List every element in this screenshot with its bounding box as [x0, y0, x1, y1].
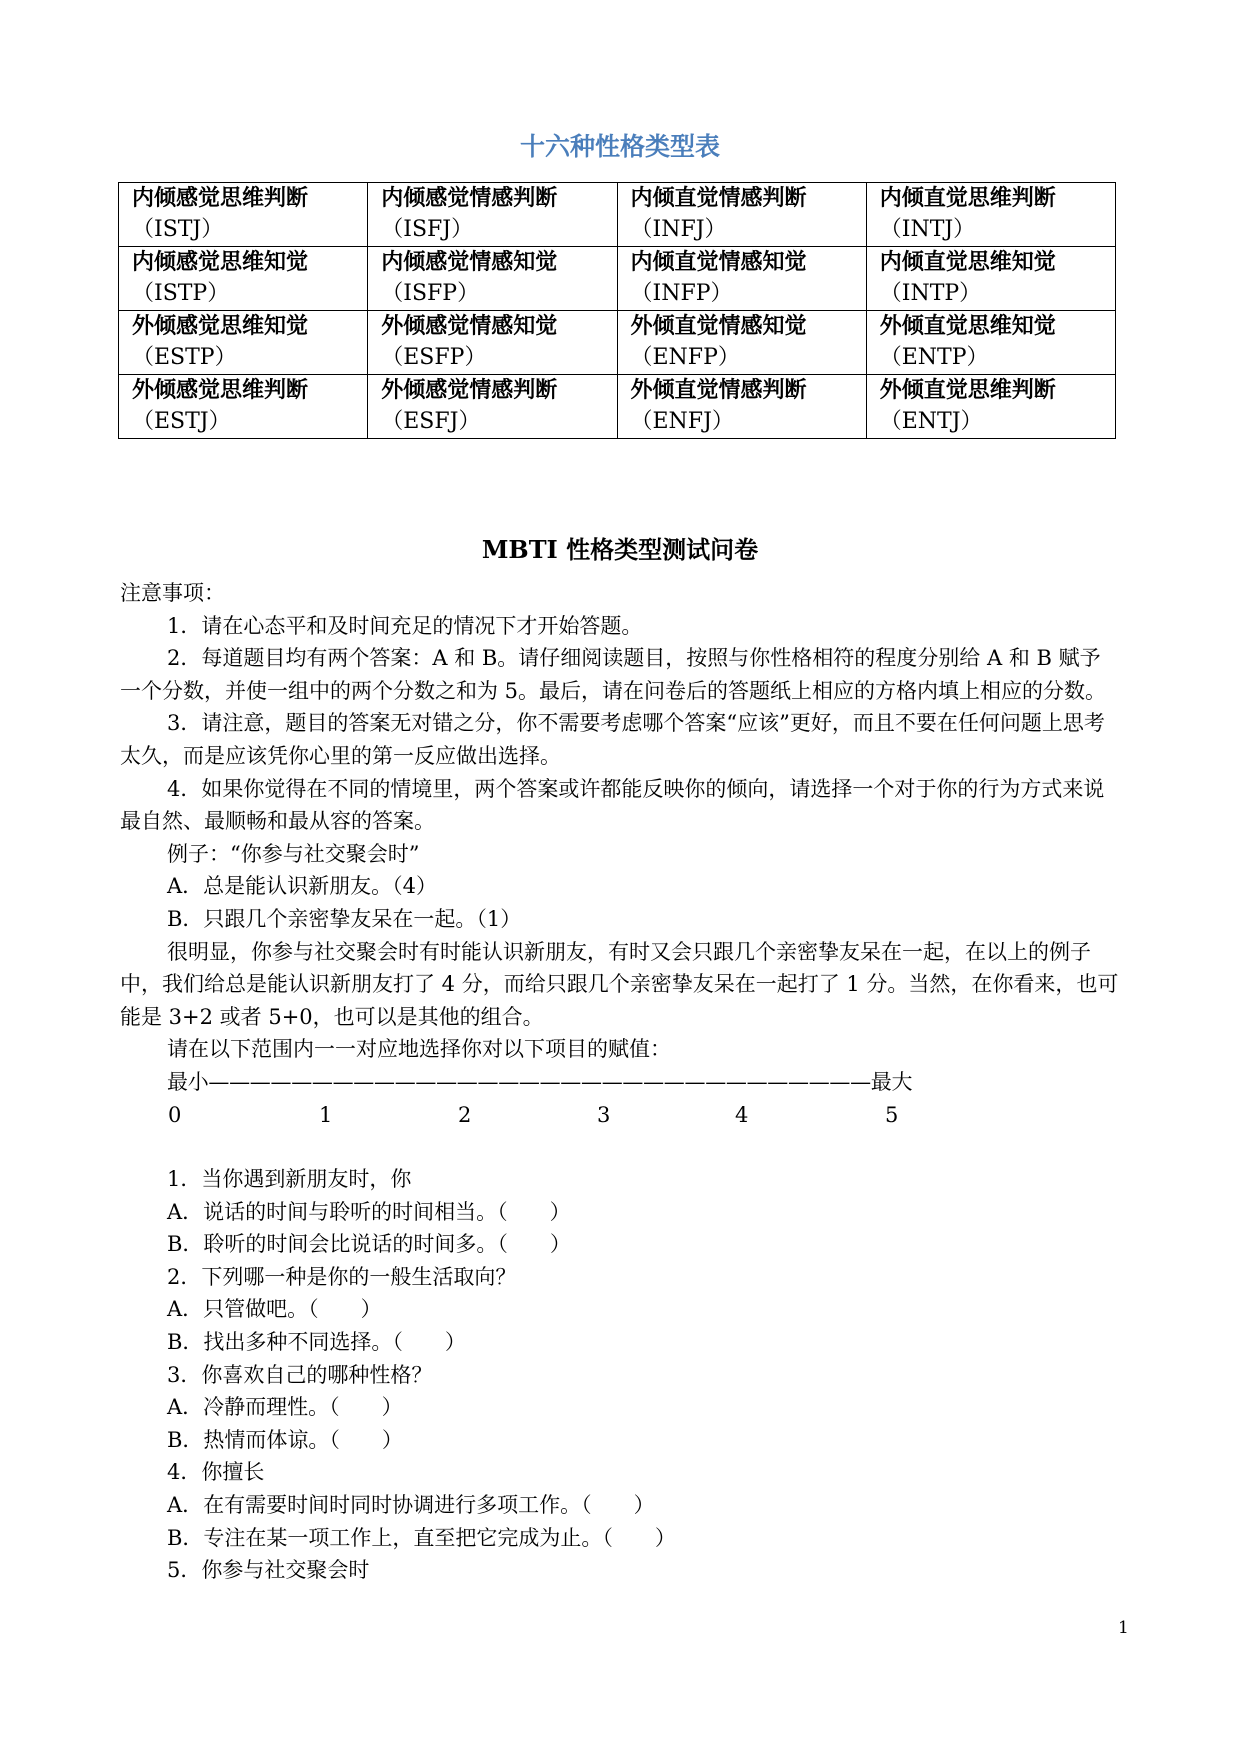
type-name: 内倾直觉情感知觉 — [630, 250, 807, 275]
table-cell — [119, 183, 368, 247]
scale-number: 5 — [885, 1102, 899, 1127]
type-code: （ESFJ） — [381, 409, 481, 434]
question-option-b: B．专注在某一项工作上，直至把它完成为止。（ ） — [167, 1525, 676, 1550]
scale-number: 4 — [735, 1102, 749, 1127]
table-cell — [119, 247, 368, 311]
table-cell — [368, 311, 617, 375]
table-cell — [866, 183, 1115, 247]
table-cell — [368, 183, 617, 247]
type-name: 内倾直觉思维知觉 — [879, 250, 1056, 275]
table-cell — [368, 247, 617, 311]
question-option-b: B．聆听的时间会比说话的时间多。（ ） — [167, 1232, 571, 1257]
table-cell — [617, 183, 866, 247]
type-name: 外倾感觉思维判断 — [132, 378, 309, 403]
example-option-b: B．只跟几个亲密挚友呆在一起。（1） — [167, 906, 522, 931]
table-cell — [866, 311, 1115, 375]
note-item: 2．每道题目均有两个答案：A 和 B。请仔细阅读题目，按照与你性格相符的程度分别给 A 和 B 赋予一个分数，并使一组中的两个分数之和为 5。最后，请在问卷后的答题纸上相应的方格内填上相应的分数。 — [120, 646, 1107, 703]
question-text: 4．你擅长 — [167, 1460, 265, 1485]
table-row — [119, 375, 1116, 439]
type-code: （ISTJ） — [132, 217, 224, 242]
type-name: 内倾感觉思维判断 — [132, 186, 309, 211]
type-code: （INTJ） — [879, 217, 976, 242]
question-option-a: A．冷静而理性。（ ） — [167, 1395, 403, 1420]
type-code: （ISTP） — [132, 281, 230, 306]
type-code: （ESFP） — [381, 345, 487, 370]
note-item: 3．请注意，题目的答案无对错之分，你不需要考虑哪个答案“应该”更好，而且不要在任何问题上思考太久，而是应该凭你心里的第一反应做出选择。 — [120, 711, 1105, 768]
example-intro: 例子：“你参与社交聚会时” — [167, 841, 420, 866]
type-name: 外倾直觉情感判断 — [630, 378, 807, 403]
table-cell — [119, 311, 368, 375]
table-cell — [617, 375, 866, 439]
question-option-b: B．热情而体谅。（ ） — [167, 1427, 403, 1452]
table-row — [119, 247, 1116, 311]
question-option-a: A．只管做吧。（ ） — [167, 1297, 382, 1322]
question-text: 1．当你遇到新朋友时，你 — [167, 1167, 412, 1192]
type-name: 内倾直觉情感判断 — [630, 186, 807, 211]
table-cell — [617, 311, 866, 375]
type-code: （ESTP） — [132, 345, 237, 370]
table-row — [119, 183, 1116, 247]
type-code: （ISFJ） — [381, 217, 474, 242]
table-cell — [368, 375, 617, 439]
type-name: 外倾感觉情感知觉 — [381, 314, 558, 339]
spacer — [120, 1131, 1120, 1163]
type-code: （ENFJ） — [630, 409, 734, 434]
question-text: 3．你喜欢自己的哪种性格？ — [167, 1362, 433, 1387]
type-name: 外倾直觉思维判断 — [879, 378, 1056, 403]
type-code: （ENFP） — [630, 345, 740, 370]
type-code: （INFJ） — [630, 217, 727, 242]
scale-number: 0 — [168, 1102, 182, 1127]
scale-number: 1 — [319, 1102, 333, 1127]
question-option-a: A．说话的时间与聆听的时间相当。（ ） — [167, 1199, 571, 1224]
type-code: （ENTJ） — [879, 409, 983, 434]
type-name: 外倾直觉思维知觉 — [879, 314, 1056, 339]
scale-number: 2 — [458, 1102, 472, 1127]
scale-number: 3 — [597, 1102, 611, 1127]
question-text: 2．下列哪一种是你的一般生活取向？ — [167, 1264, 517, 1289]
scale-line: 最小————————————————————————————————最大 — [167, 1069, 913, 1094]
personality-types-table — [118, 182, 1116, 439]
scale-numbers — [120, 1099, 1120, 1132]
notes-heading: 注意事项： — [120, 581, 225, 605]
table-cell — [119, 375, 368, 439]
type-name: 内倾感觉情感判断 — [381, 186, 558, 211]
type-name: 外倾感觉思维知觉 — [132, 314, 309, 339]
type-name: 内倾感觉情感知觉 — [381, 250, 558, 275]
table-cell — [866, 375, 1115, 439]
question-option-b: B．找出多种不同选择。（ ） — [167, 1330, 466, 1355]
type-name: 外倾感觉情感判断 — [381, 378, 558, 403]
note-item: 1．请在心态平和及时间充足的情况下才开始答题。 — [167, 613, 643, 638]
page-number: 1 — [1118, 1618, 1129, 1638]
example-option-a: A．总是能认识新朋友。（4） — [167, 874, 438, 899]
table-cell — [617, 247, 866, 311]
questionnaire-title: MBTI 性格类型测试问卷 — [481, 535, 759, 564]
questionnaire-body — [120, 577, 1120, 1587]
type-code: （INFP） — [630, 281, 733, 306]
table-row — [119, 311, 1116, 375]
personality-types-table-title: 十六种性格类型表 — [519, 132, 720, 161]
type-code: （ENTP） — [879, 345, 989, 370]
type-code: （INTP） — [879, 281, 982, 306]
example-explanation: 很明显，你参与社交聚会时有时能认识新朋友，有时又会只跟几个亲密挚友呆在一起，在以上的例子中，我们给总是能认识新朋友打了 4 分，而给只跟几个亲密挚友呆在一起打了 1 分。当然，在你看来，也可能是 3+2 或者 5+0，也可以是其他的组合。 — [120, 939, 1119, 1029]
table-cell — [866, 247, 1115, 311]
type-code: （ISFP） — [381, 281, 480, 306]
type-name: 内倾直觉思维判断 — [879, 186, 1056, 211]
note-item: 4．如果你觉得在不同的情境里，两个答案或许都能反映你的倾向，请选择一个对于你的行为方式来说最自然、最顺畅和最从容的答案。 — [120, 776, 1105, 834]
scale-instruction: 请在以下范围内一一对应地选择你对以下项目的赋值： — [167, 1037, 671, 1062]
question-option-a: A．在有需要时间时同时协调进行多项工作。（ ） — [167, 1493, 655, 1518]
question-text: 5．你参与社交聚会时 — [167, 1558, 370, 1583]
type-name: 外倾直觉情感知觉 — [630, 314, 807, 339]
type-code: （ESTJ） — [132, 409, 231, 434]
type-name: 内倾感觉思维知觉 — [132, 250, 309, 275]
